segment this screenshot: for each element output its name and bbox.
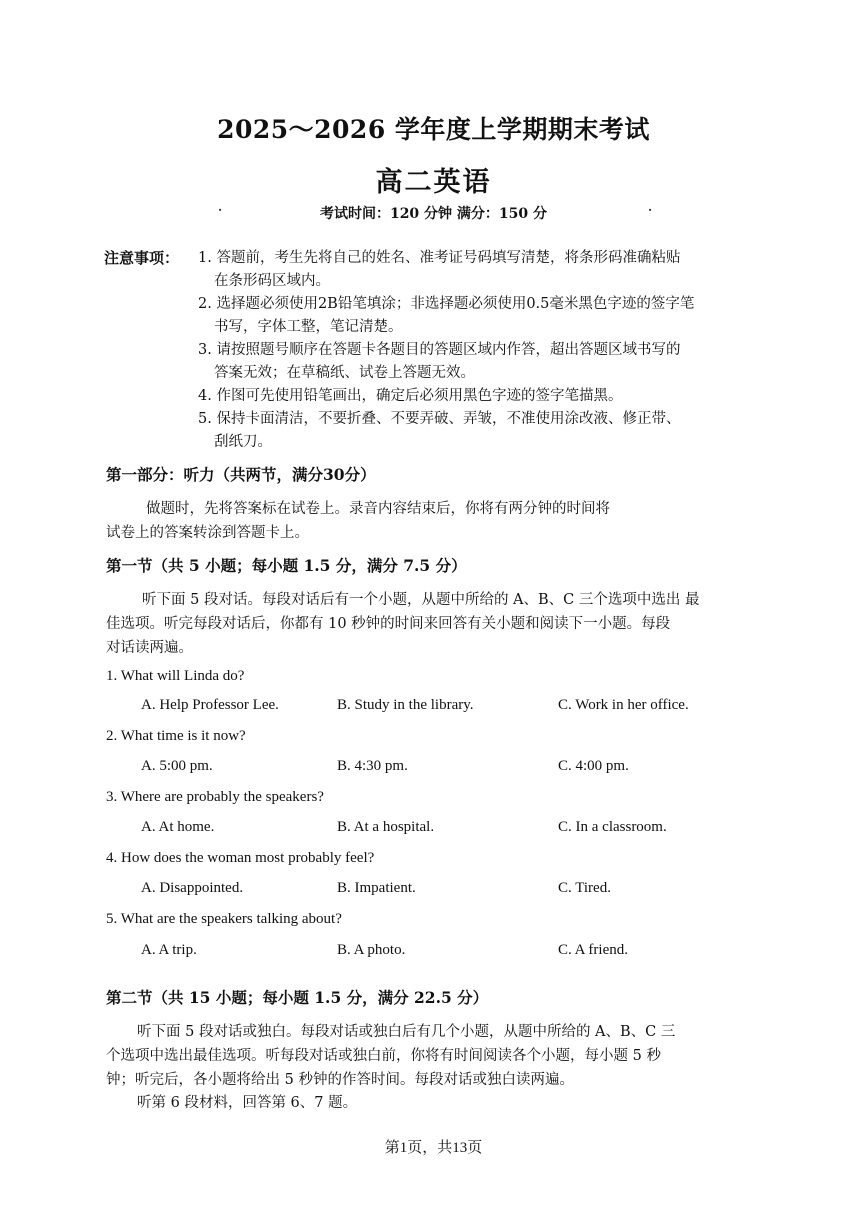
- option-a: A. Disappointed.: [141, 880, 244, 896]
- note-line: 5. 保持卡面清洁，不要折叠、不要弄破、弄皱，不准使用涂改液、修正带、: [198, 411, 681, 427]
- note-line: 答案无效；在草稿纸、试卷上答题无效。: [214, 365, 475, 381]
- exam-title: 2025～2026 学年度上学期期末考试: [217, 115, 650, 144]
- subject-title: 高二英语: [375, 167, 492, 198]
- section1-intro-line: 佳选项。听完每段对话后，你都有 10 秒钟的时间来回答有关小题和阅读下一小题。每段: [106, 616, 671, 632]
- part1-heading: 第一部分：听力（共两节，满分30分）: [106, 465, 376, 484]
- part1-intro-line: 做题时，先将答案标在试卷上。录音内容结束后，你将有两分钟的时间将: [146, 501, 610, 517]
- question-stem: 4. How does the woman most probably feel?: [106, 850, 375, 866]
- option-c: C. In a classroom.: [558, 819, 667, 835]
- notes-label: 注意事项：: [104, 249, 180, 267]
- option-b: B. At a hospital.: [337, 819, 435, 835]
- note-line: 在条形码区域内。: [214, 273, 330, 289]
- option-b: B. Study in the library.: [337, 697, 474, 713]
- note-line: 1. 答题前，考生先将自己的姓名、准考证号码填写清楚，将条形码准确粘贴: [198, 250, 681, 266]
- section2-heading: 第二节（共 15 小题；每小题 1.5 分，满分 22.5 分）: [106, 988, 489, 1007]
- option-a: A. A trip.: [141, 942, 197, 958]
- option-c: C. A friend.: [558, 942, 628, 958]
- section2-intro-line: 钟；听完后，各小题将给出 5 秒钟的作答时间。每段对话或独白读两遍。: [106, 1072, 574, 1088]
- note-line: 2. 选择题必须使用2B铅笔填涂；非选择题必须使用0.5毫米黑色字迹的签字笔: [198, 296, 695, 312]
- option-c: C. 4:00 pm.: [558, 758, 629, 774]
- option-b: B. 4:30 pm.: [337, 758, 408, 774]
- option-a: A. At home.: [141, 819, 215, 835]
- question-stem: 2. What time is it now?: [106, 728, 246, 744]
- scan-dot: ·: [648, 203, 653, 217]
- page-number: 第1页，共13页: [384, 1140, 483, 1156]
- note-line: 4. 作图可先使用铅笔画出，确定后必须用黑色字迹的签字笔描黑。: [198, 388, 623, 404]
- option-a: A. Help Professor Lee.: [141, 697, 279, 713]
- question-stem: 1. What will Linda do?: [106, 668, 245, 684]
- option-b: B. A photo.: [337, 942, 406, 958]
- option-b: B. Impatient.: [337, 880, 416, 896]
- option-a: A. 5:00 pm.: [141, 758, 213, 774]
- section1-intro-line: 对话读两遍。: [106, 640, 193, 656]
- note-line: 书写，字体工整，笔记清楚。: [214, 319, 403, 335]
- note-line: 刮纸刀。: [214, 434, 272, 450]
- section1-heading: 第一节（共 5 小题；每小题 1.5 分，满分 7.5 分）: [106, 556, 467, 575]
- option-c: C. Work in her office.: [558, 697, 689, 713]
- section2-intro-line: 个选项中选出最佳选项。听每段对话或独白前，你将有时间阅读各个小题，每小题 5 秒: [106, 1048, 661, 1064]
- section2-intro-line: 听下面 5 段对话或独白。每段对话或独白后有几个小题，从题中所给的 A、B、C 三: [137, 1024, 676, 1040]
- exam-info-text: 考试时间：120 分钟 满分：150 分: [319, 206, 548, 222]
- note-line: 3. 请按照题号顺序在答题卡各题目的答题区域内作答，超出答题区域书写的: [198, 342, 681, 358]
- question-stem: 5. What are the speakers talking about?: [106, 911, 342, 927]
- section2-instruction: 听第 6 段材料，回答第 6、7 题。: [137, 1095, 358, 1111]
- part1-intro-line: 试卷上的答案转涂到答题卡上。: [106, 525, 309, 541]
- option-c: C. Tired.: [558, 880, 611, 896]
- exam-info: [0, 203, 867, 223]
- scan-dot: ·: [218, 203, 223, 217]
- section1-intro-line: 听下面 5 段对话。每段对话后有一个小题，从题中所给的 A、B、C 三个选项中选出 最: [142, 592, 700, 608]
- question-stem: 3. Where are probably the speakers?: [106, 789, 324, 805]
